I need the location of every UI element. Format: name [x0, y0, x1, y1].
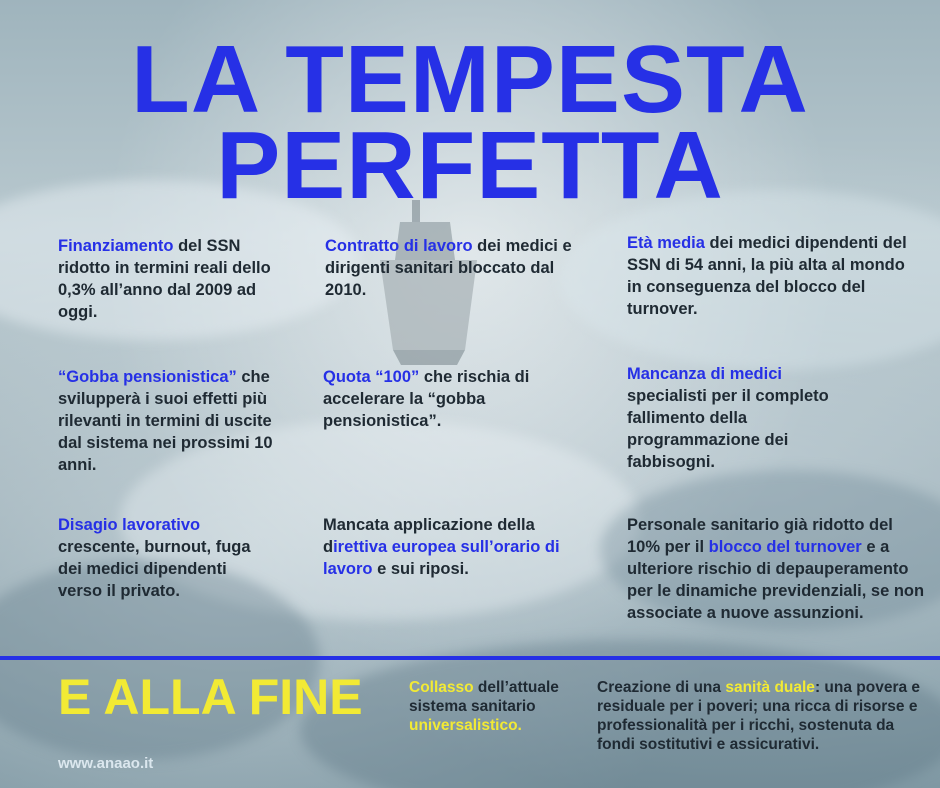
ending-collapse-text [409, 678, 589, 735]
block-staff-highlight: blocco del turnover [708, 538, 862, 556]
main-title-line-1: LA TEMPESTA [131, 26, 809, 133]
info-block-doctor-shortage [627, 363, 852, 473]
ending-collapse-text: dell’attuale sistema sanitario [409, 679, 559, 715]
ending-title: E ALLA FINE [58, 669, 363, 725]
info-block-work-distress [58, 514, 273, 602]
block-directive-text: e sui riposi. [372, 560, 469, 578]
ending-dual-highlight: sanità duale [725, 679, 815, 696]
block-age-text: dei medici dipendenti del SSN di 54 anni, la più alta al mondo in conseguenza del blocco del turnover. [627, 234, 907, 318]
block-quota-highlight: Quota “100” [323, 368, 420, 386]
info-block-staff-reduction [627, 514, 927, 624]
ending-dual-text: : una povera e residuale per i poveri; una ricca di risorse e professionalità per i ricchi, sostenuta da fondi sostitutivi e assicurativi. [597, 679, 921, 753]
block-pension-text: che svilupperà i suoi effetti più rilevanti in termini di uscite dal sistema nei prossimi 10 anni. [58, 368, 273, 474]
info-block-financing [58, 235, 283, 323]
block-shortage-text: specialisti per il completo fallimento della programmazione dei fabbisogni. [627, 387, 829, 471]
block-distress-text: crescente, burnout, fuga dei medici dipendenti verso il privato. [58, 538, 251, 600]
block-shortage-highlight: Mancanza di medici [627, 365, 782, 383]
block-directive-highlight: irettiva europea sull’orario di lavoro [323, 538, 560, 578]
info-block-eu-directive [323, 514, 573, 580]
block-distress-highlight: Disagio lavorativo [58, 516, 201, 534]
block-staff-text: Personale sanitario già ridotto del 10% per il [627, 516, 893, 556]
info-block-average-age [627, 232, 919, 320]
info-block-pension-hump [58, 366, 290, 476]
ending-collapse-highlight: Collasso [409, 679, 474, 696]
block-age-highlight: Età media [627, 234, 705, 252]
block-contract-highlight: Contratto di lavoro [325, 237, 473, 255]
ending-collapse-highlight: universalistico. [409, 717, 522, 734]
ending-dual-text: Creazione di una [597, 679, 726, 696]
info-block-contract [325, 235, 575, 301]
block-pension-highlight: “Gobba pensionistica” [58, 368, 237, 386]
block-directive-text: Mancata applicazione della d [323, 516, 535, 556]
main-title-line-2: PERFETTA [216, 112, 724, 219]
block-staff-text: e a ulteriore rischio di depauperamento per le dinamiche previdenziali, se non associate a nuove assunzioni. [627, 538, 925, 622]
block-contract-text: dei medici e dirigenti sanitari bloccato dal 2010. [325, 237, 572, 299]
divider-line [0, 656, 940, 660]
block-financing-highlight: Finanziamento [58, 237, 174, 255]
block-financing-text: del SSN ridotto in termini reali dello 0,3% all’anno dal 2009 ad oggi. [58, 237, 271, 321]
ending-dual-healthcare-text [597, 678, 922, 754]
website-link[interactable]: www.anaao.it [58, 755, 154, 772]
block-quota-text: che rischia di accelerare la “gobba pensionistica”. [323, 368, 530, 430]
info-block-quota-100 [323, 366, 555, 432]
